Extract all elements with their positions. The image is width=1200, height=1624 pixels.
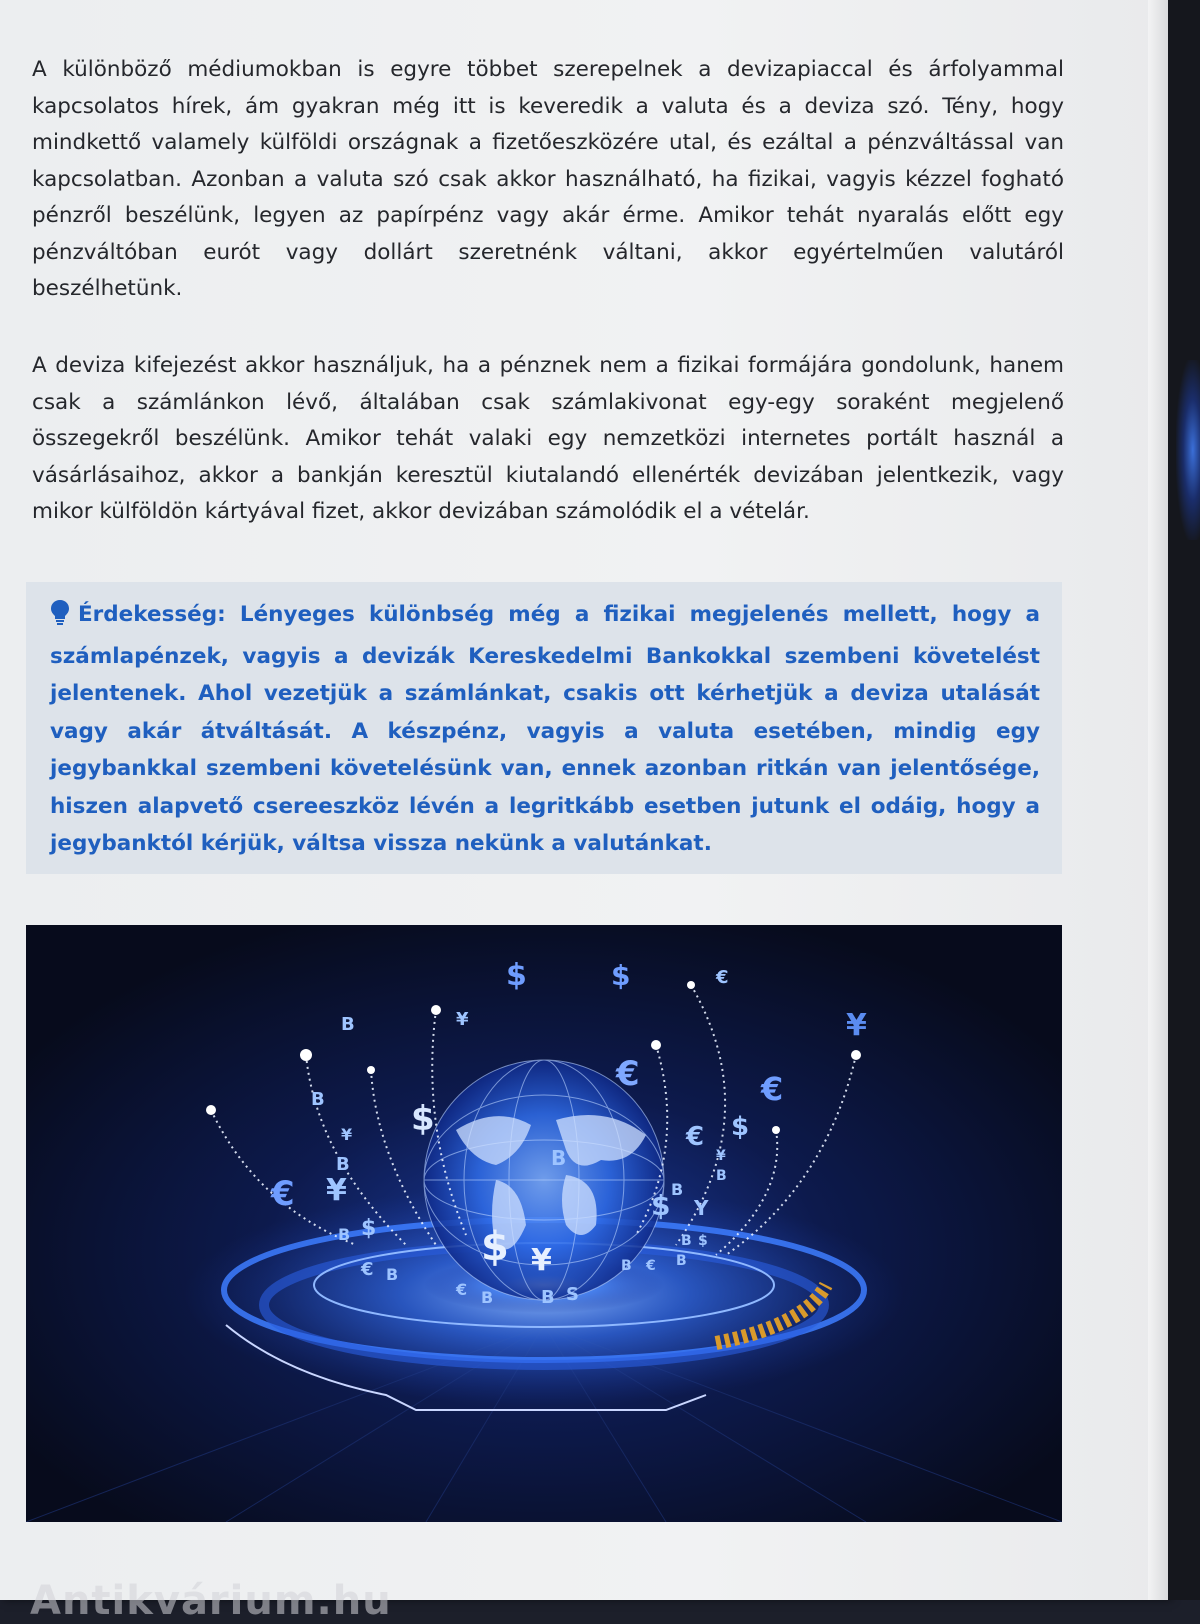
paragraph-deviza: A deviza kifejezést akkor használjuk, ha a pénznek nem a fizikai formájára gondolunk, hanem csak a számlánkon lévő, általában csak számlakivonat egy-egy soraként megjelenő összegekről beszélünk. Amikor tehát valaki egy nemzetközi internetes portált használ a vásárlásaihoz, akkor a bankján keresztül kiutalandó ellenérték devizában jelentkezik, vagy mikor külföldön kártyával fizet, akkor devizában számolódik el a vételár. bbox=[32, 353, 1064, 524]
svg-text:¥: ¥ bbox=[341, 1125, 353, 1144]
svg-text:¥: ¥ bbox=[716, 1148, 726, 1164]
svg-text:B: B bbox=[716, 1168, 727, 1184]
svg-text:B: B bbox=[341, 1014, 355, 1035]
svg-text:B: B bbox=[336, 1154, 350, 1175]
svg-text:$: $ bbox=[506, 958, 527, 993]
svg-text:$: $ bbox=[481, 1224, 509, 1270]
fun-fact-callout bbox=[26, 582, 1062, 874]
svg-text:B: B bbox=[621, 1258, 632, 1274]
svg-text:B: B bbox=[481, 1288, 494, 1307]
svg-text:$: $ bbox=[731, 1112, 750, 1142]
svg-text:B: B bbox=[671, 1180, 684, 1199]
svg-text:€: € bbox=[456, 1280, 468, 1299]
svg-text:B: B bbox=[386, 1265, 399, 1284]
watermark: Antikvárium.hu bbox=[30, 1578, 392, 1624]
adjacent-page-glow bbox=[1176, 360, 1200, 540]
svg-text:¥: ¥ bbox=[326, 1173, 347, 1208]
svg-text:$: $ bbox=[361, 1216, 377, 1241]
svg-text:€: € bbox=[271, 1174, 295, 1214]
svg-text:B: B bbox=[338, 1225, 351, 1244]
svg-text:$: $ bbox=[611, 959, 631, 992]
svg-text:¥: ¥ bbox=[531, 1243, 552, 1278]
svg-text:€: € bbox=[646, 1258, 656, 1274]
paragraph-valuta: A különböző médiumokban is egyre többet szerepelnek a devizapiaccal és árfolyammal kapcsolatos hírek, ám gyakran még itt is keveredik a valuta és a deviza szó. Tény, hogy mindkettő valamely külföldi országnak a fizetőeszközére utal, és ezáltal a pénzváltással van kapcsolatban. Azonban a valuta szó csak akkor használható, ha fizikai, vagyis kézzel fogható pénzről beszélünk, legyen az papírpénz vagy akár érme. Amikor tehát nyaralás előtt egy pénzváltóban eurót vagy dollárt szeretnénk váltani, akkor egyértelműen valutáról beszélhetünk. bbox=[32, 57, 1064, 301]
globe-currency-illustration bbox=[26, 925, 1062, 1522]
svg-text:$: $ bbox=[411, 1099, 435, 1139]
svg-text:€: € bbox=[361, 1259, 374, 1280]
svg-text:S: S bbox=[566, 1284, 579, 1305]
svg-text:B: B bbox=[541, 1287, 555, 1308]
adjacent-page-dark bbox=[1168, 0, 1200, 1600]
svg-text:€: € bbox=[761, 1070, 784, 1108]
svg-text:Y: Y bbox=[694, 1196, 709, 1220]
svg-text:B: B bbox=[551, 1146, 567, 1170]
page-edge bbox=[1148, 0, 1168, 1600]
svg-text:€: € bbox=[716, 967, 729, 988]
svg-text:B: B bbox=[676, 1253, 687, 1269]
svg-text:B: B bbox=[681, 1233, 692, 1249]
svg-text:€: € bbox=[616, 1054, 640, 1094]
callout-text: Érdekesség: Lényeges különbség még a fizikai megjelenés mellett, hogy a számlapénzek, vagyis a devizák Kereskedelmi Bankokkal szembeni követelést jelentenek. Ahol vezetjük a számlánkat, csakis ott kérhetjük a deviza utalását vagy akár átváltását. A készpénz, vagyis a valuta esetében, mindig egy jegybankkal szembeni követelésünk van, ennek azonban ritkán van jelentősége, hiszen alapvető csereeszköz lévén a legritkább esetben jutunk el odáig, hogy a jegybanktól kérjük, váltsa vissza nekünk a valutánkat. bbox=[50, 602, 1040, 856]
svg-text:¥: ¥ bbox=[846, 1008, 867, 1043]
svg-text:B: B bbox=[311, 1089, 325, 1110]
svg-text:$: $ bbox=[651, 1189, 671, 1222]
svg-text:¥: ¥ bbox=[456, 1009, 469, 1030]
callout-paragraph bbox=[50, 596, 1040, 863]
svg-text:€: € bbox=[686, 1122, 705, 1152]
svg-text:$: $ bbox=[698, 1233, 708, 1249]
lightbulb-icon bbox=[50, 599, 70, 638]
